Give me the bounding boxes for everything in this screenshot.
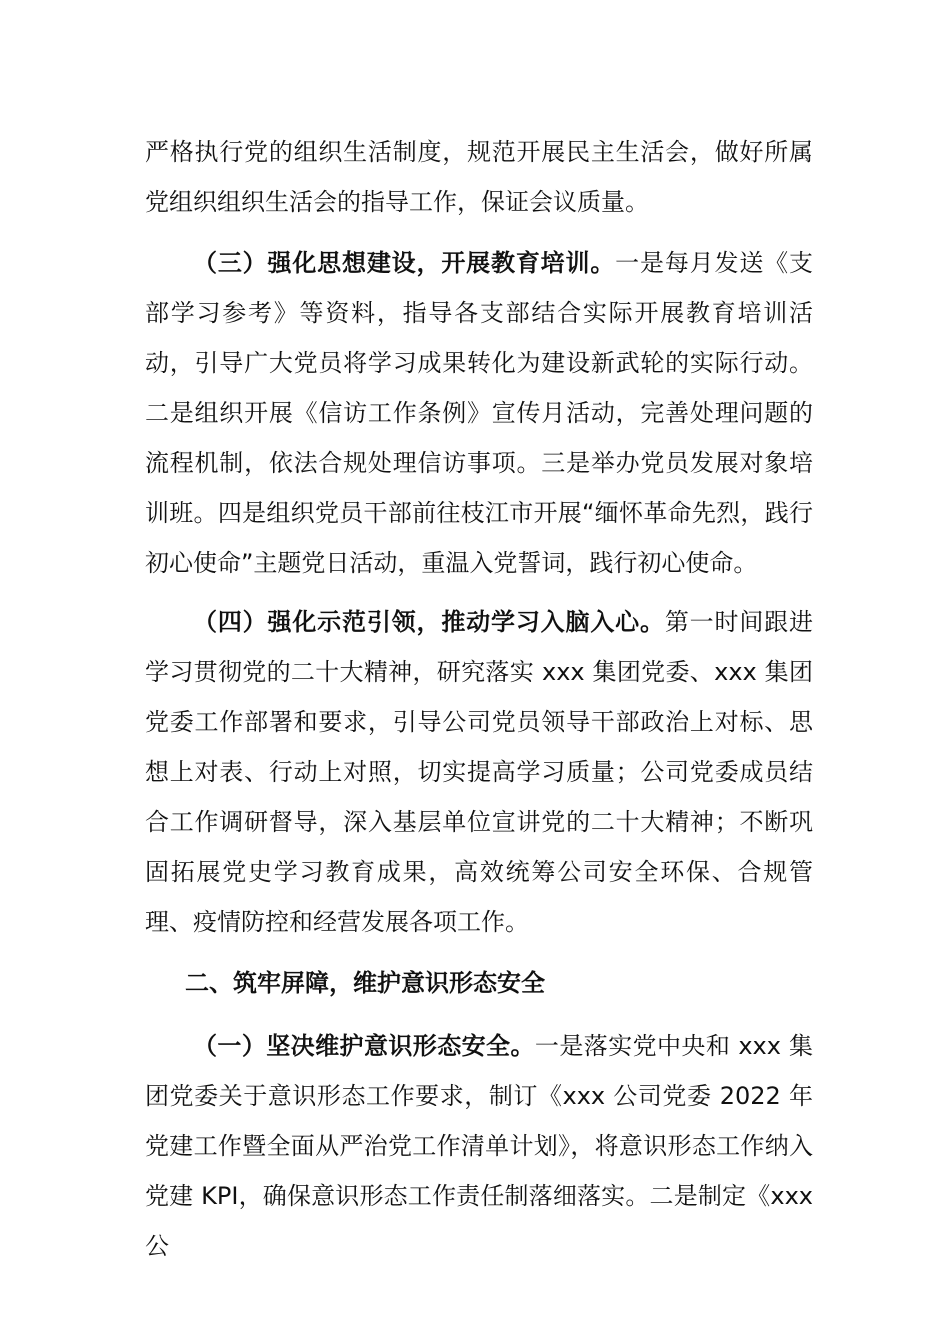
paragraph-text: 第一时间跟进学习贯彻党的二十大精神，研究落实 xxx 集团党委、xxx 集团党委工作部署和要求，引导公司党员领导干部政治上对标、思想上对表、行动上对照，切实提高学习质量；公司党委成员结合工作调研督导，深入基层单位宣讲党的二十大精神；不断巩固拓展党史学习教育成果，高效统筹公司安全环保、合规管理、疫情防控和经营发展各项工作。 — [145, 608, 814, 936]
paragraph-education-training — [145, 238, 813, 588]
paragraph-demonstration-leading — [145, 597, 813, 947]
paragraph-lead-heading: （三）强化思想建设，开展教育培训。 — [193, 249, 616, 277]
paragraph-text: 一是每月发送《支部学习参考》等资料，指导各支部结合实际开展教育培训活动，引导广大党员将学习成果转化为建设新武轮的实际行动。二是组织开展《信访工作条例》宣传月活动，完善处理问题的流程机制，依法合规处理信访事项。三是举办党员发展对象培训班。四是组织党员干部前往枝江市开展“缅怀革命先烈，践行初心使命”主题党日活动，重温入党誓词，践行初心使命。 — [145, 249, 814, 577]
paragraph-text: 一是落实党中央和 xxx 集团党委关于意识形态工作要求，制订《xxx 公司党委 2022 年党建工作暨全面从严治党工作清单计划》，将意识形态工作纳入党建 KPI，确保意识形态工作责任制落细落实。二是制定《xxx 公 — [145, 1032, 813, 1260]
section-heading: 二、筑牢屏障，维护意识形态安全 — [185, 969, 545, 997]
paragraph-continuation — [145, 127, 813, 227]
paragraph-lead-heading: （四）强化示范引领，推动学习入脑入心。 — [193, 608, 665, 636]
paragraph-text: 严格执行党的组织生活制度，规范开展民主生活会，做好所属党组织组织生活会的指导工作，保证会议质量。 — [145, 138, 813, 216]
paragraph-lead-heading: （一）坚决维护意识形态安全。 — [193, 1032, 535, 1060]
paragraph-ideology-security — [145, 1021, 813, 1271]
